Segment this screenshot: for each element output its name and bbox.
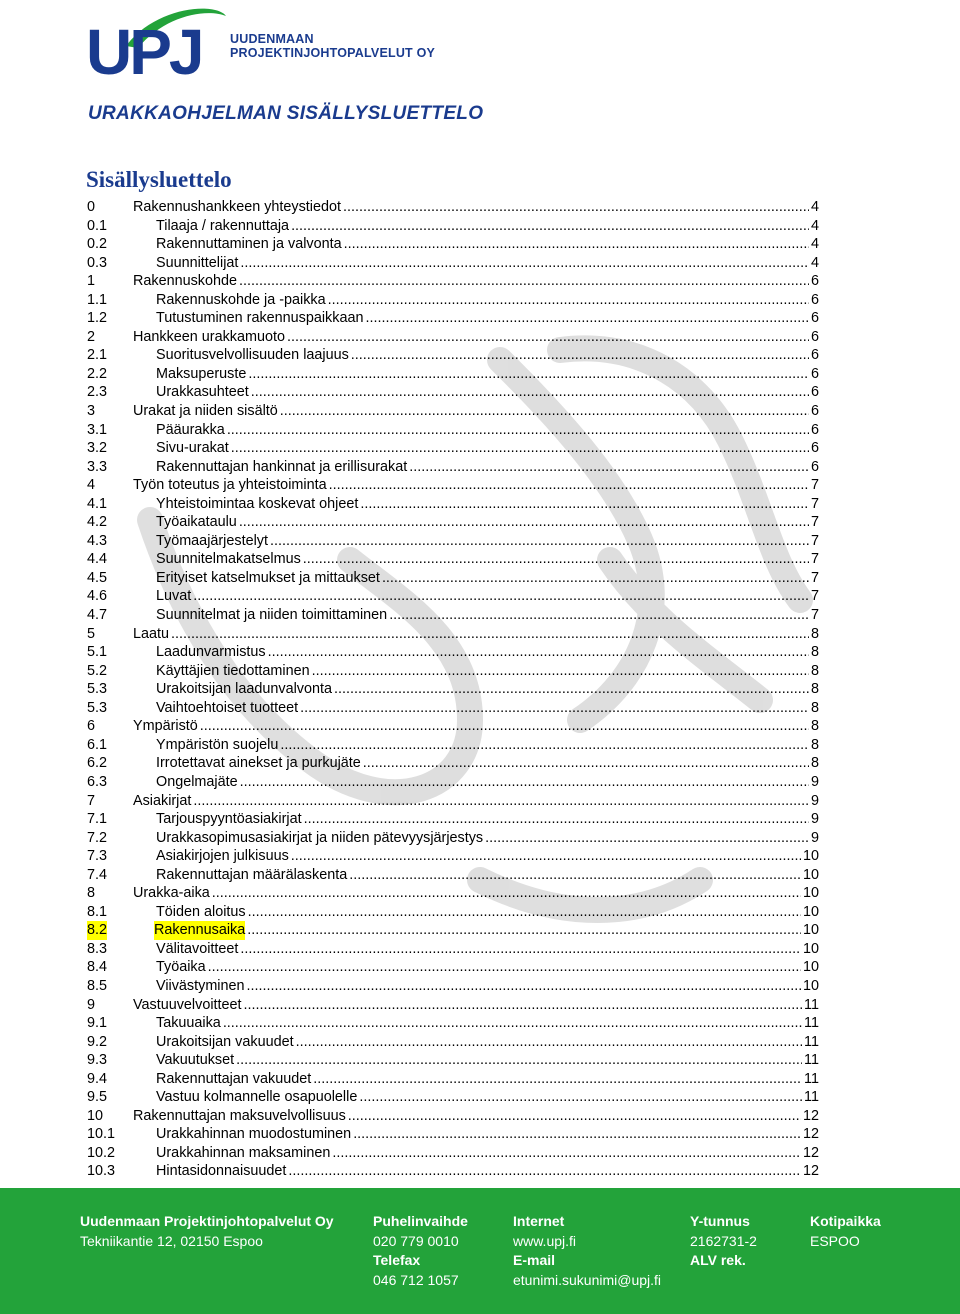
- document-title: URAKKAOHJELMAN SISÄLLYSLUETTELO: [88, 103, 484, 124]
- toc-entry-title: Tutustuminen rakennuspaikkaan: [156, 310, 364, 327]
- toc-entry-leader: [343, 198, 809, 217]
- footer-domicile-label: Kotipaikka: [810, 1213, 881, 1229]
- toc-entry[interactable]: [87, 1033, 819, 1052]
- toc-entry-leader: [334, 680, 809, 699]
- toc-entry-title: Rakennuskohde: [133, 273, 238, 290]
- toc-entry-title: Sivu-urakat: [156, 440, 229, 457]
- toc-entry-page: 6: [810, 403, 819, 420]
- toc-entry-leader: [287, 328, 809, 347]
- toc-entry-page: 7: [810, 532, 819, 549]
- toc-entry-page: 6: [810, 458, 819, 475]
- toc-entry-page: 7: [810, 514, 819, 531]
- toc-entry-title: Laadunvarmistus: [156, 644, 266, 661]
- toc-entry-page: 11: [804, 1070, 819, 1087]
- toc-entry-page: 6: [810, 384, 819, 401]
- toc-entry-page: 9: [810, 829, 819, 846]
- toc-entry-title: Urakkasuhteet: [156, 384, 249, 401]
- toc-entry[interactable]: [87, 829, 819, 848]
- toc-entry-leader: [365, 309, 809, 328]
- toc-entry[interactable]: [87, 866, 819, 885]
- toc-entry[interactable]: [87, 958, 819, 977]
- toc-entry-title: Rakennushankkeen yhteystiedot: [133, 199, 342, 215]
- footer-phone-label: Puhelinvaihde: [373, 1213, 468, 1229]
- toc-entry-number: 4.3: [87, 532, 108, 549]
- toc-entry-page: 9: [810, 792, 819, 809]
- toc-entry-page: 11: [804, 1089, 819, 1106]
- toc-entry-leader: [349, 866, 801, 885]
- toc-entry[interactable]: [87, 1125, 819, 1144]
- toc-entry-leader: [389, 606, 809, 625]
- toc-entry-number: 1.1: [87, 291, 108, 308]
- toc-entry-title: Työaika: [156, 959, 206, 976]
- toc-entry-leader: [328, 291, 809, 310]
- toc-entry-title: Urakoitsijan vakuudet: [156, 1033, 294, 1050]
- toc-entry-page: 7: [810, 551, 819, 568]
- toc-entry-leader: [247, 921, 801, 940]
- toc-entry-leader: [332, 1144, 801, 1163]
- toc-entry-title: Rakennuttajan maksuvelvollisuus: [133, 1107, 346, 1124]
- toc-entry-leader: [348, 1107, 801, 1126]
- toc-entry-page: 7: [810, 588, 819, 605]
- toc-entry-leader: [200, 717, 809, 736]
- toc-entry-page: 8: [810, 662, 819, 679]
- toc-entry-title: Erityiset katselmukset ja mittaukset: [156, 569, 380, 586]
- toc-entry-leader: [359, 1088, 802, 1107]
- toc-entry-title: Asiakirjat: [133, 792, 192, 809]
- toc-entry-title: Hankkeen urakkamuoto: [133, 328, 285, 345]
- svg-text:UPJ: UPJ: [86, 16, 202, 80]
- toc-entry-page: 12: [802, 1107, 819, 1124]
- toc-entry-number: 7.4: [87, 866, 108, 883]
- footer-email-label: E-mail: [513, 1252, 556, 1268]
- toc-entry-page: 6: [810, 347, 819, 364]
- toc-title: Sisällysluettelo: [86, 167, 232, 192]
- toc-entry-number: 2.3: [87, 384, 108, 401]
- footer-company-name: Uudenmaan Projektinjohtopalvelut Oy: [80, 1213, 334, 1229]
- toc-entry-number: 3.1: [87, 421, 108, 438]
- toc-entry-number: 8: [87, 885, 96, 902]
- footer-ytunnus-label: Y-tunnus: [690, 1213, 750, 1229]
- toc-entry[interactable]: [87, 235, 819, 254]
- toc-entry[interactable]: [87, 717, 819, 736]
- footer-phone-value: 020 779 0010: [373, 1232, 459, 1249]
- toc-entry[interactable]: [87, 977, 819, 996]
- toc-entry-number: 4.7: [87, 607, 108, 624]
- toc-entry-number: 5.2: [87, 662, 108, 679]
- toc-entry-number: 5: [87, 625, 96, 642]
- toc-entry[interactable]: [87, 587, 819, 606]
- toc-entry[interactable]: [87, 996, 819, 1015]
- toc-entry-title: Tarjouspyyntöasiakirjat: [156, 811, 302, 828]
- toc-entry-title: Asiakirjojen julkisuus: [156, 848, 289, 865]
- toc-entry-title: Pääurakka: [156, 421, 225, 438]
- toc-entry-number: 9.2: [87, 1033, 108, 1050]
- toc-entry-title: Työaikataulu: [156, 514, 237, 531]
- toc-entry-page: 6: [810, 291, 819, 308]
- toc-entry-number: 6: [87, 718, 96, 735]
- toc-entry-page: 4: [810, 254, 819, 271]
- toc-entry-page: 6: [810, 310, 819, 327]
- toc-entry[interactable]: [87, 495, 819, 514]
- toc-entry[interactable]: [87, 198, 819, 217]
- toc-entry[interactable]: [87, 346, 819, 365]
- toc-entry-number: 4.2: [87, 514, 108, 531]
- toc-entry-page: 4: [810, 199, 819, 215]
- toc-entry-leader: [382, 569, 809, 588]
- toc-entry-title: Ympäristö: [133, 718, 198, 735]
- toc-entry-title: Työn toteutus ja yhteistoiminta: [133, 477, 327, 494]
- toc-entry-leader: [280, 736, 809, 755]
- toc-entry-leader: [300, 699, 809, 718]
- toc-entry[interactable]: [87, 402, 819, 421]
- toc-entry-title: Viivästyminen: [156, 977, 245, 994]
- footer-web: [513, 1212, 661, 1290]
- footer-fax-label: Telefax: [373, 1252, 421, 1268]
- toc-entry-page: 6: [810, 273, 819, 290]
- toc-entry-title: Rakennuttajan määrälaskenta: [156, 866, 348, 883]
- toc-entry[interactable]: [87, 810, 819, 829]
- footer-internet-label: Internet: [513, 1213, 565, 1229]
- toc-entry-title: Rakennuskohde ja -paikka: [156, 291, 326, 308]
- toc-entry-leader: [270, 532, 809, 551]
- toc-entry-leader: [171, 625, 809, 644]
- toc-entry-page: 12: [802, 1126, 819, 1143]
- toc-entry-number: 4.6: [87, 588, 108, 605]
- toc-entry-number: 7.1: [87, 811, 108, 828]
- toc-entry-title: Urakkahinnan muodostuminen: [156, 1126, 352, 1143]
- toc-entry-title: Vakuutukset: [156, 1052, 235, 1069]
- toc-entry[interactable]: [87, 754, 819, 773]
- toc-entry-leader: [344, 235, 809, 254]
- toc-entry-number: 1.2: [87, 310, 108, 327]
- toc-entry-number: 9.5: [87, 1089, 108, 1106]
- toc-entry-title: Ympäristön suojelu: [156, 736, 279, 753]
- footer-business-id: [690, 1212, 757, 1271]
- logo-line-2: PROJEKTINJOHTOPALVELUT OY: [230, 46, 436, 60]
- toc-entry-leader: [485, 829, 809, 848]
- footer-domicile: [810, 1212, 881, 1251]
- toc-entry-page: 10: [802, 866, 819, 883]
- toc-entry[interactable]: [87, 513, 819, 532]
- page-footer: [0, 1188, 960, 1314]
- toc-entry-number: 8.5: [87, 977, 108, 994]
- toc-entry-page: 7: [810, 495, 819, 512]
- toc-entry-title: Rakennusaika: [154, 922, 246, 939]
- table-of-contents: [87, 198, 819, 1181]
- toc-entry-number: 4.5: [87, 569, 108, 586]
- footer-ytunnus-value: 2162731-2: [690, 1232, 757, 1249]
- toc-entry-leader: [236, 1051, 802, 1070]
- footer-company-address: Tekniikantie 12, 02150 Espoo: [80, 1232, 263, 1249]
- toc-entry-leader: [223, 1014, 802, 1033]
- toc-entry-number: 0.2: [87, 236, 108, 253]
- toc-entry-number: 9.1: [87, 1015, 108, 1032]
- toc-entry-leader: [291, 217, 809, 236]
- toc-entry-leader: [351, 346, 809, 365]
- toc-entry-leader: [268, 643, 809, 662]
- toc-entry-leader: [313, 1070, 802, 1089]
- toc-entry-number: 0.3: [87, 254, 108, 271]
- toc-entry[interactable]: [87, 662, 819, 681]
- toc-entry-title: Takuuaika: [156, 1015, 221, 1032]
- toc-entry[interactable]: [87, 921, 819, 940]
- toc-entry-title: Rakennuttajan hankinnat ja erillisurakat: [156, 458, 408, 475]
- toc-entry-page: 7: [810, 477, 819, 494]
- toc-entry[interactable]: [87, 421, 819, 440]
- toc-entry-title: Maksuperuste: [156, 365, 247, 382]
- toc-entry-leader: [296, 1033, 802, 1052]
- toc-entry[interactable]: [87, 1014, 819, 1033]
- toc-entry-number: 6.2: [87, 755, 108, 772]
- toc-entry-page: 9: [810, 811, 819, 828]
- toc-entry[interactable]: [87, 1051, 819, 1070]
- toc-entry-leader: [288, 1162, 801, 1181]
- upj-logo-mark-icon: [86, 8, 236, 80]
- toc-entry-page: 4: [810, 217, 819, 234]
- toc-entry-leader: [280, 402, 809, 421]
- toc-entry-number: 4.4: [87, 551, 108, 568]
- toc-entry-number: 2.2: [87, 365, 108, 382]
- toc-entry-leader: [240, 254, 809, 273]
- toc-entry-number: 9.4: [87, 1070, 108, 1087]
- footer-alv-label: ALV rek.: [690, 1252, 746, 1268]
- toc-entry-number: 8.2: [87, 922, 108, 939]
- toc-entry[interactable]: [87, 458, 819, 477]
- toc-entry-leader: [312, 662, 809, 681]
- toc-entry-leader: [409, 458, 809, 477]
- toc-entry-title: Töiden aloitus: [156, 903, 246, 920]
- toc-entry-number: 4: [87, 477, 96, 494]
- toc-entry[interactable]: [87, 532, 819, 551]
- toc-entry-page: 10: [802, 940, 819, 957]
- toc-entry-page: 8: [810, 755, 819, 772]
- toc-entry-leader: [193, 587, 809, 606]
- toc-entry-leader: [240, 940, 801, 959]
- toc-entry-number: 9: [87, 996, 96, 1013]
- toc-entry[interactable]: [87, 1107, 819, 1126]
- toc-entry-number: 4.1: [87, 495, 108, 512]
- toc-entry-leader: [291, 847, 801, 866]
- toc-entry-title: Käyttäjien tiedottaminen: [156, 662, 310, 679]
- toc-entry-title: Ongelmajäte: [156, 773, 238, 790]
- toc-entry-page: 12: [802, 1144, 819, 1161]
- toc-entry-page: 12: [802, 1163, 819, 1180]
- toc-entry-page: 8: [810, 699, 819, 716]
- toc-entry-number: 6.1: [87, 736, 108, 753]
- toc-entry-number: 10.3: [87, 1163, 116, 1180]
- toc-entry-title: Yhteistoimintaa koskevat ohjeet: [156, 495, 359, 512]
- toc-entry-leader: [231, 439, 809, 458]
- toc-entry-number: 5.1: [87, 644, 108, 661]
- toc-entry-number: 0: [87, 199, 96, 215]
- toc-entry-page: 9: [810, 773, 819, 790]
- toc-entry-page: 8: [810, 625, 819, 642]
- footer-phone: [373, 1212, 468, 1290]
- toc-entry[interactable]: [87, 773, 819, 792]
- toc-entry-page: 10: [802, 922, 819, 939]
- toc-entry-page: 11: [804, 1052, 819, 1069]
- toc-entry-leader: [244, 996, 803, 1015]
- toc-entry[interactable]: [87, 884, 819, 903]
- toc-entry-title: Laatu: [133, 625, 170, 642]
- toc-entry-title: Vastuuvelvoitteet: [133, 996, 242, 1013]
- toc-entry-title: Suunnitelmat ja niiden toimittaminen: [156, 607, 388, 624]
- toc-entry-number: 7.3: [87, 848, 108, 865]
- toc-entry[interactable]: [87, 309, 819, 328]
- toc-entry-number: 10.2: [87, 1144, 116, 1161]
- toc-entry-title: Suunnitelmakatselmus: [156, 551, 301, 568]
- toc-entry-title: Urakkahinnan maksaminen: [156, 1144, 331, 1161]
- toc-entry-leader: [363, 754, 809, 773]
- toc-entry-number: 8.3: [87, 940, 108, 957]
- toc-entry-leader: [227, 421, 809, 440]
- toc-entry[interactable]: [87, 1162, 819, 1181]
- toc-entry-number: 2: [87, 328, 96, 345]
- toc-entry-title: Suoritusvelvollisuuden laajuus: [156, 347, 349, 364]
- footer-fax-value: 046 712 1057: [373, 1271, 459, 1288]
- toc-entry-page: 7: [810, 607, 819, 624]
- toc-entry-leader: [240, 773, 809, 792]
- toc-entry-leader: [208, 958, 801, 977]
- toc-entry-leader: [248, 365, 809, 384]
- toc-entry-page: 6: [810, 328, 819, 345]
- logo-wordmark: [230, 32, 435, 60]
- toc-entry-page: 10: [802, 848, 819, 865]
- toc-entry-leader: [251, 383, 809, 402]
- toc-entry[interactable]: [87, 569, 819, 588]
- toc-entry-title: Tilaaja / rakennuttaja: [156, 217, 290, 234]
- toc-entry-page: 8: [810, 718, 819, 735]
- toc-entry-leader: [248, 903, 801, 922]
- toc-entry-number: 10.1: [87, 1126, 116, 1143]
- toc-entry-title: Luvat: [156, 588, 192, 605]
- toc-entry-number: 8.1: [87, 903, 108, 920]
- toc-entry[interactable]: [87, 254, 819, 273]
- toc-entry[interactable]: [87, 383, 819, 402]
- toc-entry-title: Rakennuttaminen ja valvonta: [156, 236, 342, 253]
- toc-entry-page: 6: [810, 421, 819, 438]
- toc-entry[interactable]: [87, 736, 819, 755]
- toc-entry-leader: [329, 476, 809, 495]
- toc-entry-page: 11: [804, 1033, 819, 1050]
- toc-entry-leader: [239, 272, 809, 291]
- toc-entry[interactable]: [87, 365, 819, 384]
- footer-company: [80, 1212, 334, 1251]
- footer-domicile-value: ESPOO: [810, 1232, 860, 1249]
- toc-entry-leader: [303, 550, 809, 569]
- toc-entry-title: Suunnittelijat: [156, 254, 239, 271]
- toc-entry-leader: [360, 495, 809, 514]
- toc-entry-leader: [239, 513, 809, 532]
- toc-entry[interactable]: [87, 291, 819, 310]
- toc-entry-page: 7: [810, 569, 819, 586]
- toc-entry[interactable]: [87, 792, 819, 811]
- toc-entry[interactable]: [87, 903, 819, 922]
- footer-internet-value: www.upj.fi: [513, 1232, 577, 1249]
- toc-entry-title: Urakka-aika: [133, 885, 210, 902]
- toc-entry-number: 3.2: [87, 440, 108, 457]
- toc-entry-page: 11: [804, 996, 819, 1013]
- toc-entry-number: 7: [87, 792, 96, 809]
- toc-entry-page: 6: [810, 440, 819, 457]
- toc-entry[interactable]: [87, 1088, 819, 1107]
- toc-entry-number: 3: [87, 403, 96, 420]
- toc-entry-title: Urakkasopimusasiakirjat ja niiden pätevyysjärjestys: [156, 829, 484, 846]
- toc-entry-title: Rakennuttajan vakuudet: [156, 1070, 312, 1087]
- toc-entry-page: 10: [802, 903, 819, 920]
- toc-entry-title: Urakat ja niiden sisältö: [133, 403, 278, 420]
- toc-entry-title: Välitavoitteet: [156, 940, 239, 957]
- toc-entry[interactable]: [87, 847, 819, 866]
- toc-entry-page: 4: [810, 236, 819, 253]
- toc-entry[interactable]: [87, 606, 819, 625]
- toc-entry-number: 3.3: [87, 458, 108, 475]
- toc-entry[interactable]: [87, 643, 819, 662]
- toc-entry-title: Hintasidonnaisuudet: [156, 1163, 287, 1180]
- toc-entry-number: 5.3: [87, 681, 108, 698]
- logo-line-1: UUDENMAAN: [230, 32, 314, 46]
- toc-entry-leader: [193, 792, 809, 811]
- toc-entry-page: 10: [802, 959, 819, 976]
- toc-entry-page: 8: [810, 681, 819, 698]
- toc-entry-page: 10: [802, 977, 819, 994]
- toc-entry-title: Vaihtoehtoiset tuotteet: [156, 699, 299, 716]
- toc-entry-number: 5.3: [87, 699, 108, 716]
- toc-entry-leader: [353, 1125, 801, 1144]
- toc-entry-title: Työmaajärjestelyt: [156, 532, 268, 549]
- toc-entry-title: Irrotettavat ainekset ja purkujäte: [156, 755, 361, 772]
- toc-entry[interactable]: [87, 328, 819, 347]
- toc-entry-number: 0.1: [87, 217, 108, 234]
- toc-entry[interactable]: [87, 217, 819, 236]
- toc-entry[interactable]: [87, 680, 819, 699]
- toc-entry[interactable]: [87, 1070, 819, 1089]
- toc-entry-page: 10: [802, 885, 819, 902]
- toc-entry-page: 8: [810, 644, 819, 661]
- toc-entry[interactable]: [87, 625, 819, 644]
- toc-entry[interactable]: [87, 476, 819, 495]
- toc-entry-title: Urakoitsijan laadunvalvonta: [156, 681, 332, 698]
- toc-entry-leader: [247, 977, 801, 996]
- toc-entry-number: 1: [87, 273, 96, 290]
- toc-entry-number: 2.1: [87, 347, 108, 364]
- toc-entry-leader: [212, 884, 801, 903]
- toc-entry-page: 8: [810, 736, 819, 753]
- toc-entry[interactable]: [87, 439, 819, 458]
- toc-entry-leader: [304, 810, 809, 829]
- footer-email-value: etunimi.sukunimi@upj.fi: [513, 1271, 662, 1288]
- toc-entry[interactable]: [87, 550, 819, 569]
- toc-entry-number: 9.3: [87, 1052, 108, 1069]
- toc-entry[interactable]: [87, 699, 819, 718]
- toc-entry[interactable]: [87, 272, 819, 291]
- toc-entry-page: 11: [804, 1015, 819, 1032]
- toc-entry-title: Vastuu kolmannelle osapuolelle: [156, 1089, 358, 1106]
- toc-entry-number: 10: [87, 1107, 104, 1124]
- toc-entry-page: 6: [810, 365, 819, 382]
- toc-entry-number: 6.3: [87, 773, 108, 790]
- toc-entry[interactable]: [87, 940, 819, 959]
- toc-entry-number: 7.2: [87, 829, 108, 846]
- toc-entry-number: 8.4: [87, 959, 108, 976]
- toc-entry[interactable]: [87, 1144, 819, 1163]
